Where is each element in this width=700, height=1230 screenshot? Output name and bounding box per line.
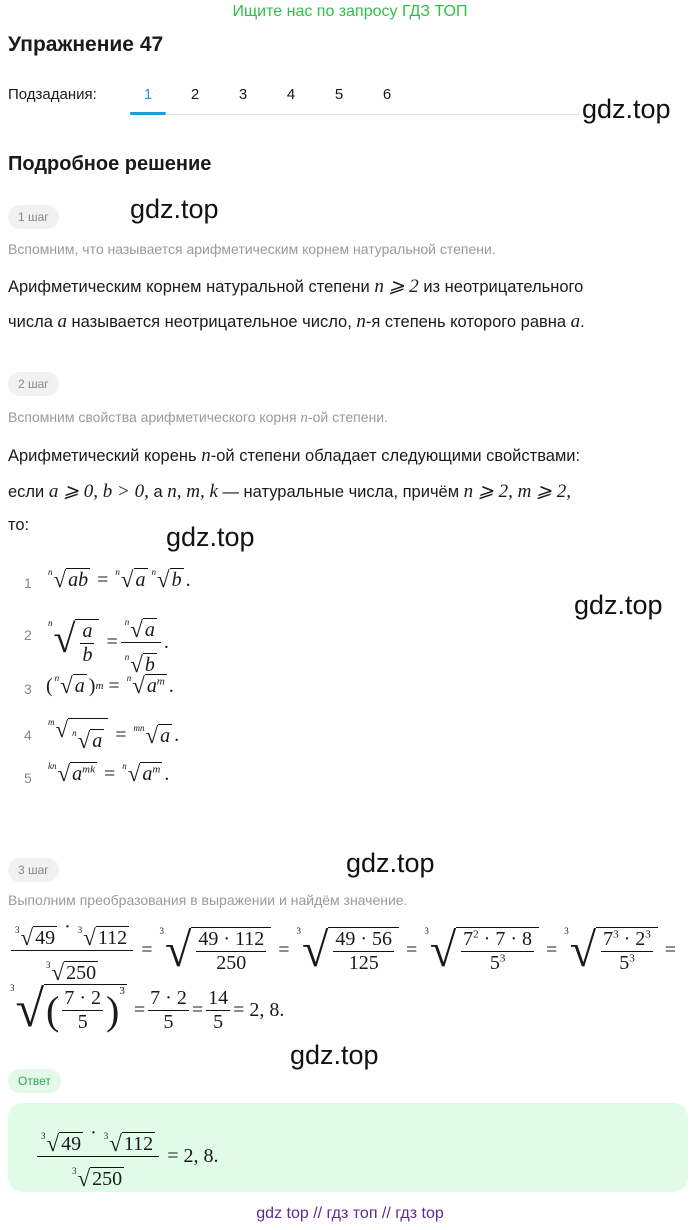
- watermark: gdz.top: [582, 94, 671, 124]
- property-4: m √ n √ a = mn √ a .: [48, 717, 180, 753]
- list-number: 2: [24, 627, 32, 643]
- step-text: то:: [8, 516, 30, 534]
- step-text: числа a называется неотрицательное число, n-я степень которого равна a.: [8, 311, 585, 332]
- subtask-tab-6[interactable]: 6: [382, 86, 392, 103]
- list-number: 5: [24, 770, 32, 786]
- watermark: gdz.top: [290, 1040, 379, 1070]
- step-text: Арифметическим корнем натуральной степени n ⩾ 2 из неотрицательного: [8, 276, 584, 297]
- watermark: gdz.top: [130, 194, 219, 224]
- property-5: kn √ $a^{mk}$ = n √ $a^m$ .: [48, 761, 170, 786]
- property-2: n √ $\frac{a}{b}$ = n √ a n √ b .: [46, 608, 169, 677]
- answer-formula: 3 √ 49 · 3 √ 112 3 √ 250 = 2, 8.: [34, 1122, 218, 1191]
- step-hint: Выполним преобразования в выражении и найдём значение.: [8, 892, 408, 908]
- step-badge: 3 шаг: [8, 858, 59, 882]
- step-text: если a ⩾ 0, b > 0, а n, m, k — натуральные числа, причём n ⩾ 2, m ⩾ 2,: [8, 481, 571, 502]
- property-3: ( n √ a ) m = n √ $a^m$ .: [46, 673, 174, 698]
- step-text: Арифметический корень n-ой степени обладает следующими свойствами:: [8, 445, 581, 466]
- solution-line-1: 3 √ 49 · 3 √ 112 3 √ 250 = 3 √ $\frac{49 \cdot 112}{250}$ = 3 √ $\frac{49 \cdot 56}{125}$ = 3 √ $\frac{7^2 \cdot 7 \cdot 8}{5^3}$ = 3 √ $\frac{7^3 \cdot 2^3}{5^3}$ =: [8, 916, 676, 985]
- watermark: gdz.top: [574, 590, 663, 620]
- footer-links[interactable]: gdz top // гдз топ // гдз top: [256, 1205, 444, 1222]
- active-tab-indicator: [130, 112, 166, 115]
- property-1: n √ ab = n √ a n √ b .: [48, 567, 191, 592]
- list-number: 4: [24, 727, 32, 743]
- section-title: Подробное решение: [8, 153, 212, 175]
- subtask-tab-2[interactable]: 2: [190, 86, 200, 103]
- solution-line-2: 3 √ ( 7 · 2 5 ) $^3$ = $\frac{7 \cdot 2}{5}$ = $\frac{14}{5}$ = 2, 8.: [10, 981, 285, 1038]
- search-banner: Ищите нас по запросу ГДЗ ТОП: [232, 3, 468, 20]
- subtask-tab-3[interactable]: 3: [238, 86, 248, 103]
- page-title: Упражнение 47: [8, 33, 164, 56]
- step-badge: 2 шаг: [8, 372, 59, 396]
- subtask-tab-1[interactable]: 1: [143, 86, 153, 103]
- tabs-divider: [130, 114, 580, 115]
- step-hint: Вспомним, что называется арифметическим корнем натуральной степени.: [8, 241, 496, 257]
- list-number: 3: [24, 681, 32, 697]
- step-hint: Вспомним свойства арифметического корня n-ой степени.: [8, 409, 388, 426]
- answer-badge: Ответ: [8, 1069, 61, 1093]
- subtask-tab-4[interactable]: 4: [286, 86, 296, 103]
- subtask-tab-5[interactable]: 5: [334, 86, 344, 103]
- step-badge: 1 шаг: [8, 205, 59, 229]
- watermark: gdz.top: [166, 522, 255, 552]
- subtasks-label: Подзадания:: [8, 86, 97, 103]
- list-number: 1: [24, 575, 32, 591]
- watermark: gdz.top: [346, 848, 435, 878]
